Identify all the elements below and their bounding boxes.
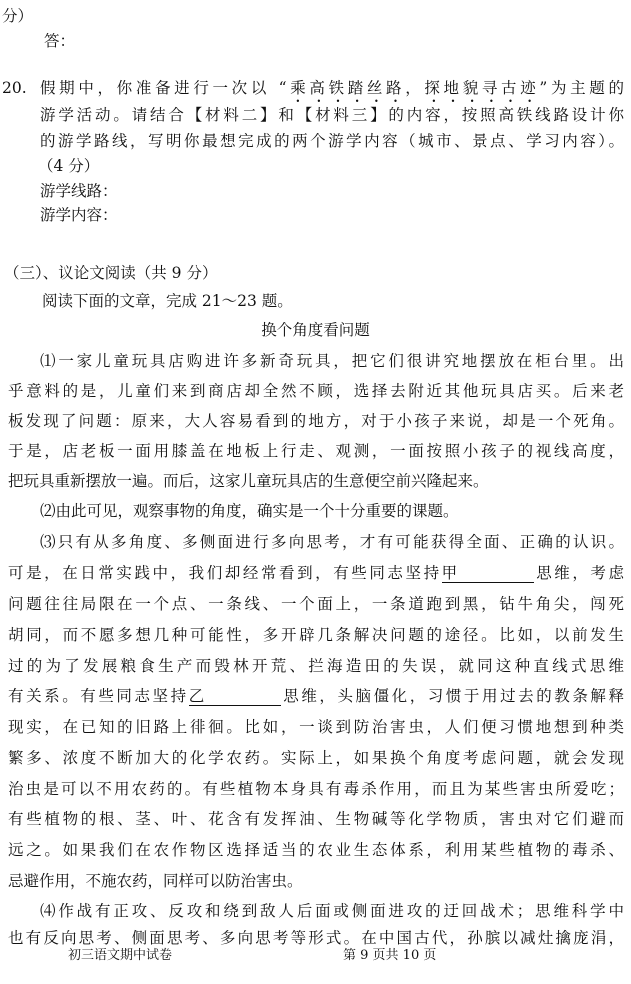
q20-line-2: 游学活动。请结合【材料二】和【材料三】的内容，按照高铁线路设计你	[40, 106, 624, 124]
q20-text-b: ”为主题的	[539, 79, 624, 97]
blank-jia: 甲	[442, 564, 534, 583]
article-line: 远之。如果我们在农作物区选择适当的农业生态体系，利用某些植物的毒杀、	[8, 841, 624, 859]
q20-theme: 乘高铁踏丝路，探地貌寻古迹	[286, 79, 540, 97]
article-line: 也有反向思考、侧面思考、多向思考等形式。在中国古代，孙膑以减灶擒庞涓，	[8, 929, 624, 947]
answer-label: 答：	[44, 32, 76, 50]
question-number-20: 20.	[2, 79, 27, 97]
article-line: 把玩具重新摆放一遍。而后，这家儿童玩具店的生意便空前兴隆起来。	[8, 472, 489, 490]
article-line: 过的为了发展粮食生产而毁林开荒、拦海造田的失误，就同这种直线式思维	[8, 657, 624, 675]
article-line: 于是，店老板一面用膝盖在地板上行走、观测，一面按照小孩子的视线高度，	[8, 442, 624, 460]
prev-question-tail: 分）	[2, 7, 34, 25]
instruction: 阅读下面的文章，完成 21～23 题。	[42, 292, 293, 310]
article-line: ⑵由此可见，观察事物的角度，确实是一个十分重要的课题。	[40, 502, 459, 520]
article-line: ⑷作战有正攻、反攻和绕到敌人后面或侧面进攻的迂回战术；思维科学中	[40, 902, 624, 920]
article-line: ⑶只有从多角度、多侧面进行多向思考，才有可能获得全面、正确的认识。	[40, 533, 624, 551]
content-label: 游学内容：	[40, 206, 118, 224]
article-line: 忌避作用，不施农药，同样可以防治害虫。	[8, 872, 303, 890]
q20-score: （4 分）	[38, 157, 100, 175]
article-line: 治虫是可以不用农药的。有些植物本身具有毒杀作用，而且为某些害虫所爱吃；	[8, 780, 624, 798]
article-line: 有关系。有些同志坚持乙 思维，头脑僵化，习惯于用过去的教条解释	[8, 687, 624, 705]
blank-yi: 乙	[189, 687, 281, 706]
article-line: 有些植物的根、茎、叶、花含有发挥油、生物碱等化学物质，害虫对它们避而	[8, 810, 624, 828]
article-line: 繁多、浓度不断加大的化学农药。实际上，如果换个角度考虑问题，就会发现	[8, 749, 624, 767]
footer-page-number: 第 9 页共 10 页	[343, 948, 437, 963]
article-line: 板发现了问题：原来，大人容易看到的地方，对于小孩子来说，却是一个死角。	[8, 412, 624, 430]
article-line: 现实，在已知的旧路上徘徊。比如，一谈到防治害虫，人们便习惯地想到种类	[8, 718, 624, 736]
q20-line-3: 的游学路线，写明你最想完成的两个游学内容（城市、景点、学习内容）。	[40, 132, 624, 150]
article-title: 换个角度看问题	[261, 321, 370, 339]
article-line: ⑴一家儿童玩具店购进许多新奇玩具，把它们很讲究地摆放在柜台里。出	[40, 352, 624, 370]
section-header: （三）、议论文阅读（共 9 分）	[4, 264, 218, 282]
q20-line-1	[40, 78, 624, 106]
q20-text-a: 假期中，你准备进行一次以 “	[40, 79, 287, 97]
article-line: 乎意料的是，儿童们来到商店却全然不顾，选择去附近其他玩具店买。后来老	[8, 382, 624, 400]
route-label: 游学线路：	[40, 182, 118, 200]
article-line: 可是，在日常实践中，我们却经常看到，有些同志坚持甲 思维，考虑	[8, 564, 624, 582]
footer-exam-name: 初三语文期中试卷	[68, 948, 173, 963]
article-line: 胡同，而不愿多想几种可能性，多开辟几条解决问题的途径。比如，以前发生	[8, 626, 624, 644]
article-line: 问题往往局限在一个点、一条线、一个面上，一条道跑到黑，钻牛角尖，闯死	[8, 595, 624, 613]
